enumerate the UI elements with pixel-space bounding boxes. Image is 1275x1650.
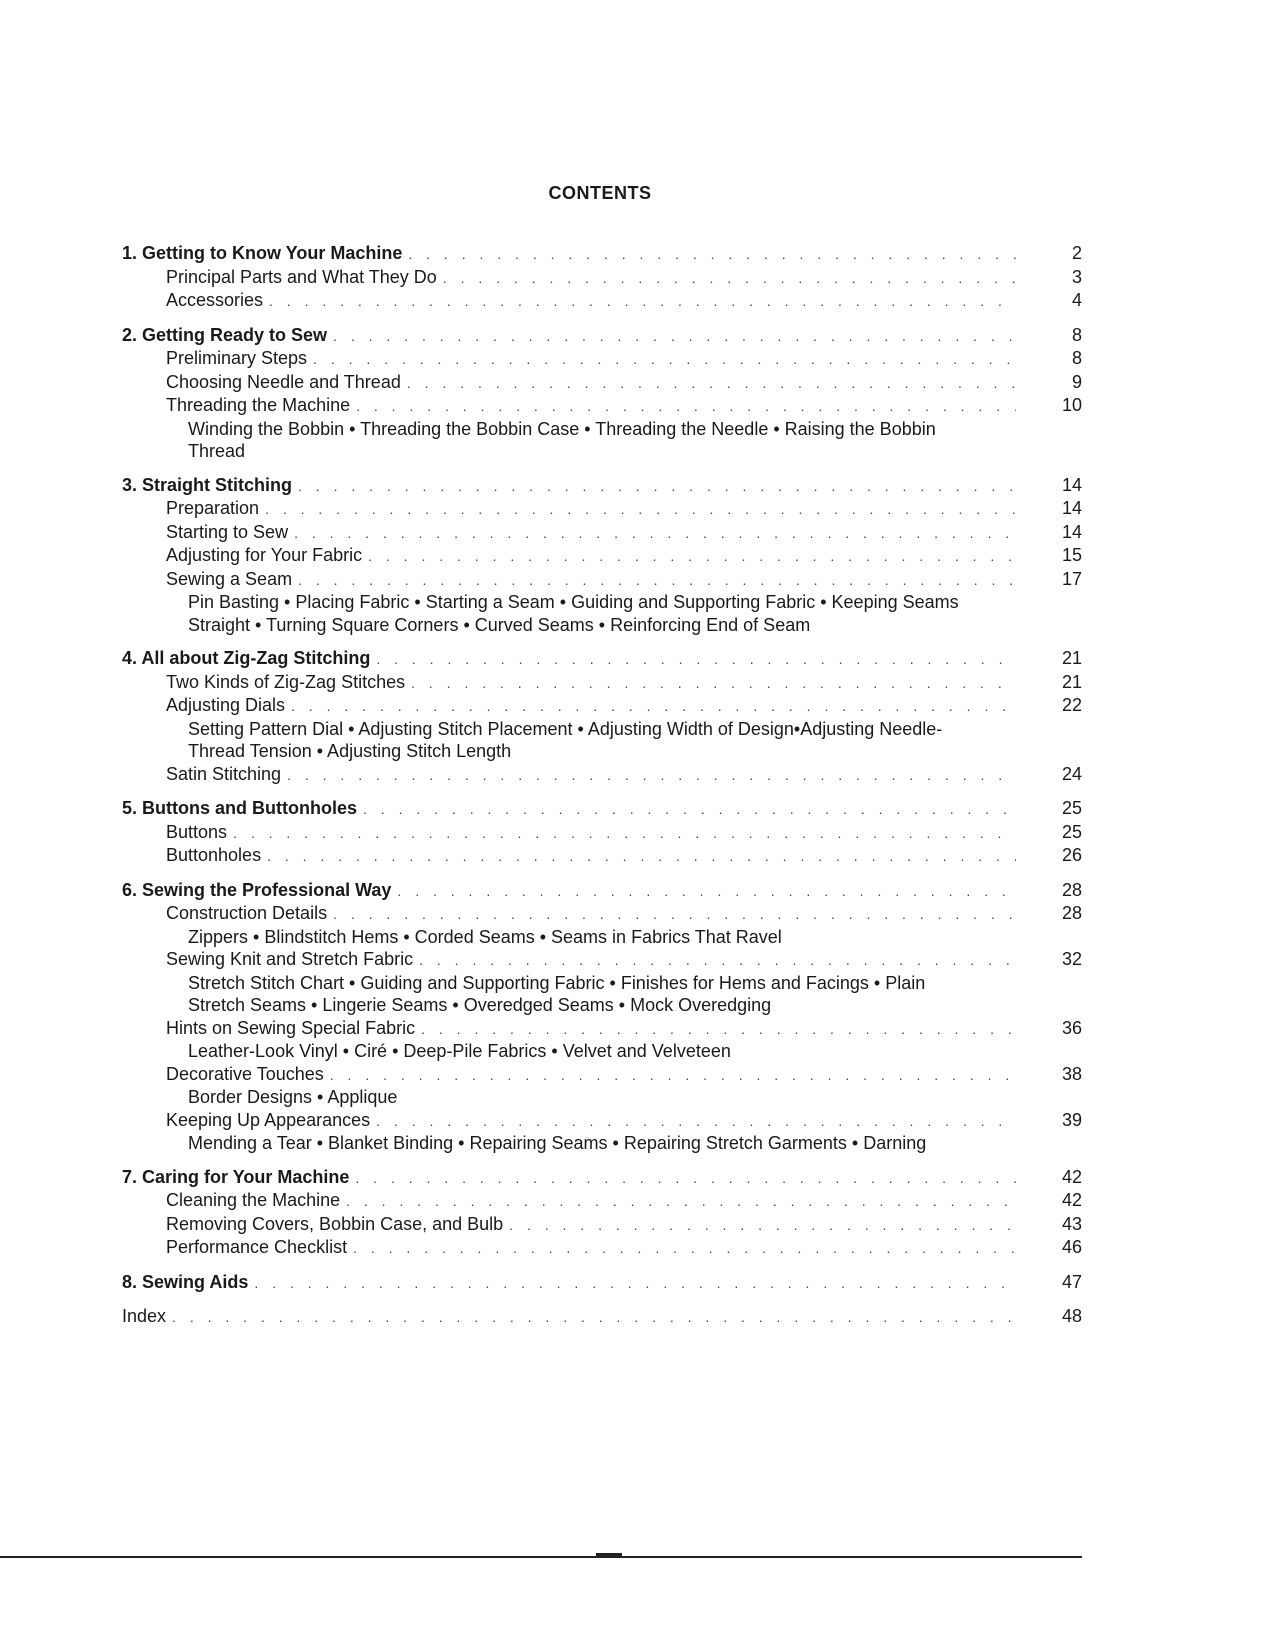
toc-entry-title: Cleaning the Machine [166, 1190, 341, 1210]
dot-leader [267, 845, 1016, 868]
page-number: 3 [1071, 266, 1082, 287]
toc-entry[interactable] [122, 544, 1082, 568]
page-number: 42 [1061, 1166, 1082, 1187]
dot-leader [333, 903, 1016, 926]
section-number: 8. [122, 1271, 138, 1292]
entry-topics: Mending a Tear • Blanket Binding • Repairing Seams • Repairing Stretch Garments • Darning [188, 1133, 927, 1153]
toc-entry-title: Adjusting Dials [166, 695, 286, 715]
toc-entry-title: Construction Details [166, 903, 328, 923]
dot-leader [233, 822, 1016, 845]
toc-entry-title: Removing Covers, Bobbin Case, and Bulb [166, 1213, 504, 1234]
section-number: 7. [122, 1166, 138, 1187]
dot-leader [269, 290, 1016, 313]
toc-entry-title: Buttonholes [166, 845, 262, 865]
page-number: 17 [1061, 568, 1082, 589]
page-number: 14 [1061, 474, 1082, 495]
page-number: 36 [1061, 1017, 1082, 1038]
section-number: 3. [122, 474, 138, 495]
toc-entry-title: Buttons [166, 821, 228, 842]
entry-topics: Stretch Stitch Chart • Guiding and Supporting Fabric • Finishes for Hems and Facings • Plain Stretch Seams • Lingerie Seams • Overedged Seams • Mock Overedging [188, 972, 926, 1015]
toc-entry[interactable] [122, 371, 1082, 395]
page-number: 39 [1061, 1109, 1082, 1130]
dot-leader [376, 648, 1016, 671]
dot-leader [330, 1064, 1016, 1087]
section-heading-title [122, 1166, 349, 1189]
dot-leader [298, 475, 1016, 498]
dot-leader [346, 1190, 1016, 1213]
index-entry-title: Index [122, 1306, 167, 1326]
page-number: 2 [1071, 243, 1082, 263]
section-title-text: All about Zig-Zag Stitching [141, 648, 371, 668]
page-number: 10 [1061, 395, 1082, 415]
toc-entry-title: Keeping Up Appearances [166, 1109, 371, 1130]
toc-entry-title: Adjusting for Your Fabric [166, 545, 363, 565]
section-heading-title [122, 324, 327, 347]
entry-topics: Zippers • Blindstitch Hems • Corded Seams • Seams in Fabrics That Ravel [188, 926, 782, 947]
toc-entry-title: Decorative Touches [166, 1063, 324, 1084]
dot-leader [333, 325, 1016, 348]
dot-leader [287, 764, 1016, 787]
section-title-text: Getting Ready to Sew [142, 324, 328, 345]
toc-entry[interactable] [122, 289, 1082, 313]
section-number: 1. [122, 243, 138, 263]
page-number: 26 [1061, 845, 1082, 865]
page-number: 28 [1061, 903, 1082, 923]
section-heading[interactable] [122, 647, 1082, 671]
section-title-text: Straight Stitching [142, 474, 293, 495]
section-heading[interactable] [122, 879, 1082, 903]
toc-entry[interactable] [122, 844, 1082, 868]
page-number: 21 [1061, 648, 1082, 668]
section-title-text: Sewing Aids [142, 1271, 249, 1292]
page-number: 47 [1061, 1271, 1082, 1292]
dot-leader [254, 1272, 1016, 1295]
dot-leader [407, 372, 1016, 395]
page-number: 9 [1071, 371, 1082, 392]
section-heading[interactable] [122, 242, 1082, 266]
entry-topics: Winding the Bobbin • Threading the Bobbin Case • Threading the Needle • Raising the Bobbin Thread [188, 418, 936, 461]
bottom-mark [596, 1553, 622, 1556]
dot-leader [291, 695, 1016, 718]
toc-entry-title: Preliminary Steps [166, 348, 308, 368]
toc-entry[interactable] [122, 347, 1082, 371]
section-heading-title [122, 797, 357, 820]
dot-leader [298, 569, 1016, 592]
section-heading[interactable] [122, 1166, 1082, 1190]
toc-entry[interactable] [122, 1213, 1082, 1237]
section-number: 5. [122, 798, 138, 818]
toc-entry-title: Choosing Needle and Thread [166, 371, 401, 392]
page-title: CONTENTS [548, 183, 652, 203]
toc-entry-title: Two Kinds of Zig-Zag Stitches [166, 671, 406, 692]
dot-leader [313, 348, 1016, 371]
toc-entry[interactable] [122, 763, 1082, 787]
toc-entry[interactable] [122, 1189, 1082, 1213]
toc-section [122, 1271, 1082, 1295]
dot-leader [376, 1110, 1016, 1133]
toc-section [122, 1166, 1082, 1260]
toc-entry[interactable] [122, 821, 1082, 845]
page-number: 21 [1061, 671, 1082, 692]
toc-entry-title: Accessories [166, 290, 264, 310]
section-title-text: Buttons and Buttonholes [142, 798, 358, 818]
toc-entry[interactable] [122, 1236, 1082, 1260]
bottom-rule [0, 1556, 1082, 1558]
index-entry[interactable] [122, 1305, 1082, 1329]
section-heading[interactable] [122, 1271, 1082, 1295]
section-heading-title [122, 879, 391, 902]
toc-entry-title: Principal Parts and What They Do [166, 266, 437, 287]
toc-entry-title: Satin Stitching [166, 763, 282, 784]
section-number: 2. [122, 324, 138, 345]
toc-section [122, 324, 1082, 463]
toc-entry[interactable] [122, 1063, 1082, 1087]
page-number: 25 [1061, 798, 1082, 818]
toc-entry[interactable] [122, 902, 1082, 926]
toc-section [122, 474, 1082, 637]
dot-leader [368, 545, 1016, 568]
toc-entry-title: Hints on Sewing Special Fabric [166, 1017, 416, 1038]
table-of-contents [122, 242, 1082, 1340]
page-number: 8 [1071, 324, 1082, 345]
toc-entry[interactable] [122, 671, 1082, 695]
page-number: 32 [1061, 949, 1082, 969]
dot-leader [363, 798, 1016, 821]
toc-entry[interactable] [122, 1017, 1082, 1041]
section-heading-title [122, 1271, 248, 1294]
toc-entry[interactable] [122, 694, 1082, 718]
toc-section [122, 879, 1082, 1155]
dot-leader [353, 1237, 1016, 1260]
toc-entry[interactable] [122, 521, 1082, 545]
section-title-text: Getting to Know Your Machine [142, 243, 403, 263]
dot-leader [411, 672, 1016, 695]
entry-topics: Leather-Look Vinyl • Ciré • Deep-Pile Fabrics • Velvet and Velveteen [188, 1041, 731, 1061]
section-number: 4. [122, 648, 138, 668]
dot-leader [419, 949, 1016, 972]
toc-entry-title: Performance Checklist [166, 1237, 348, 1257]
page-number: 48 [1061, 1306, 1082, 1326]
dot-leader [172, 1306, 1016, 1329]
page-number: 14 [1061, 498, 1082, 518]
entry-topics: Pin Basting • Placing Fabric • Starting a Seam • Guiding and Supporting Fabric • Keeping Seams Straight • Turning Square Corners • Curved Seams • Reinforcing End of Seam [188, 592, 959, 635]
page-number: 8 [1071, 348, 1082, 368]
toc-entry-title: Sewing a Seam [166, 568, 293, 589]
toc-entry[interactable] [122, 1109, 1082, 1133]
page-number: 46 [1061, 1237, 1082, 1257]
toc-entry[interactable] [122, 948, 1082, 972]
page-number: 15 [1061, 545, 1082, 565]
toc-entry-title: Sewing Knit and Stretch Fabric [166, 949, 414, 969]
dot-leader [509, 1214, 1016, 1237]
section-heading[interactable] [122, 474, 1082, 498]
page-number: 42 [1061, 1190, 1082, 1210]
page-number: 4 [1071, 290, 1082, 310]
toc-entry[interactable] [122, 394, 1082, 418]
toc-entry-title: Starting to Sew [166, 521, 289, 542]
section-title-text: Caring for Your Machine [142, 1166, 350, 1187]
toc-entry-title: Preparation [166, 498, 260, 518]
toc-entry-title: Threading the Machine [166, 395, 351, 415]
section-number: 6. [122, 879, 138, 900]
page-number: 28 [1061, 879, 1082, 900]
index-section [122, 1305, 1082, 1329]
section-heading-title [122, 474, 292, 497]
dot-leader [421, 1018, 1016, 1041]
toc-entry[interactable] [122, 497, 1082, 521]
entry-topics: Border Designs • Applique [188, 1087, 398, 1107]
section-heading-title [122, 647, 370, 670]
page-number: 14 [1061, 521, 1082, 542]
dot-leader [443, 267, 1016, 290]
page-number: 25 [1061, 821, 1082, 842]
dot-leader [294, 522, 1016, 545]
dot-leader [408, 243, 1016, 266]
page-number: 43 [1061, 1213, 1082, 1234]
section-heading[interactable] [122, 797, 1082, 821]
toc-entry[interactable] [122, 568, 1082, 592]
dot-leader [356, 395, 1016, 418]
toc-entry[interactable] [122, 266, 1082, 290]
section-heading-title [122, 242, 402, 265]
toc-section [122, 647, 1082, 786]
toc-section [122, 797, 1082, 868]
section-title-text: Sewing the Professional Way [142, 879, 392, 900]
toc-section [122, 242, 1082, 313]
page-number: 22 [1061, 695, 1082, 715]
dot-leader [397, 880, 1016, 903]
page-number: 24 [1061, 763, 1082, 784]
dot-leader [265, 498, 1016, 521]
section-heading[interactable] [122, 324, 1082, 348]
entry-topics: Setting Pattern Dial • Adjusting Stitch Placement • Adjusting Width of Design•Adjusting Needle-Thread Tension • Adjusting Stitch Length [188, 718, 943, 761]
page-number: 38 [1061, 1063, 1082, 1084]
dot-leader [355, 1167, 1016, 1190]
